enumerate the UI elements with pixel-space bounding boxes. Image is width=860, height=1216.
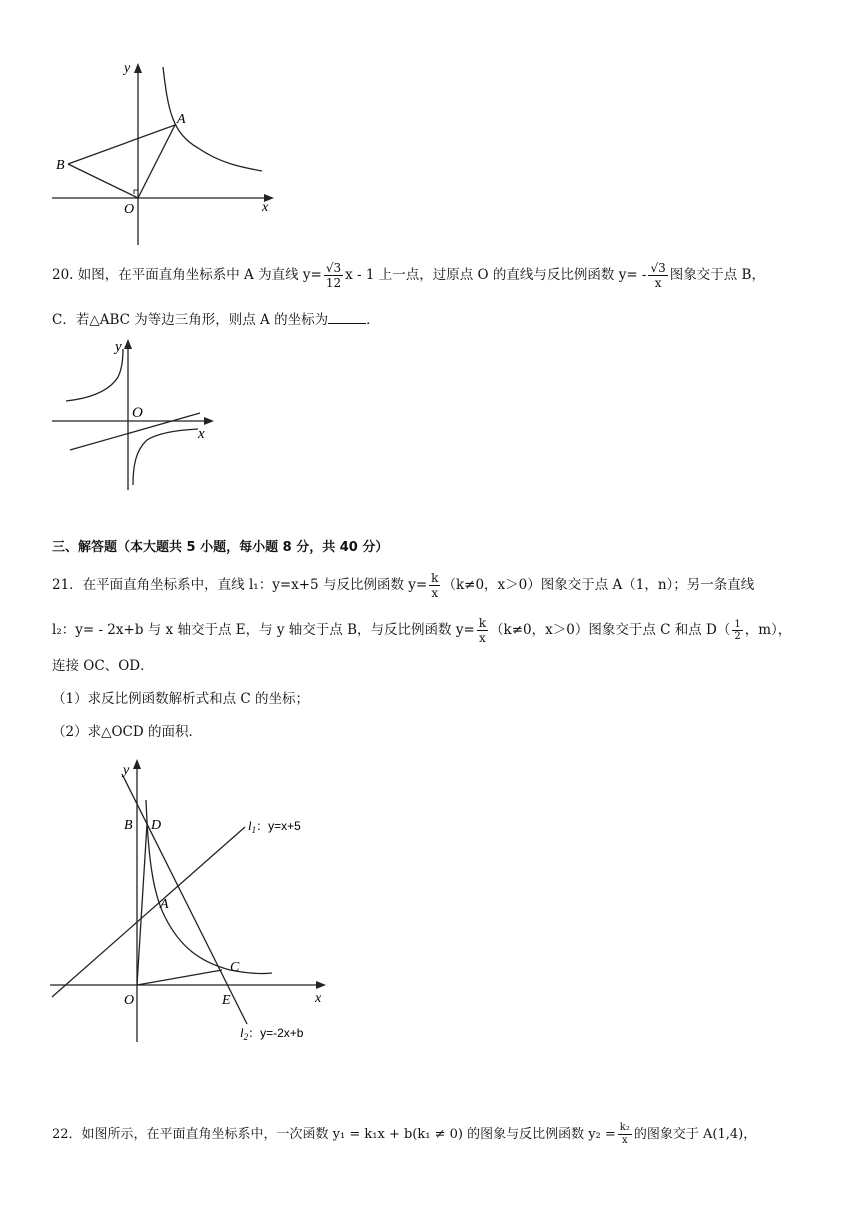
q21-text-e: ，m），: [744, 622, 792, 638]
q21-fraction-k-x: [429, 571, 440, 600]
label-y: y: [124, 61, 131, 76]
y-arrow: [134, 63, 142, 73]
hyperbola-upper-left: [66, 349, 123, 401]
q21-part2: （2）求△OCD 的面积．: [52, 724, 202, 740]
q20-text-a: 20. 如图，在平面直角坐标系中 A 为直线 y=: [52, 267, 322, 283]
q21-frac2-num: k: [478, 616, 487, 630]
label-e: E: [222, 993, 231, 1008]
q21-text-c: l₂：y= - 2x+b 与 x 轴交于点 E，与 y 轴交于点 B，与反比例函数 y=: [52, 622, 475, 638]
label-y: y: [123, 763, 130, 778]
q21-text-b: （k≠0，x＞0）图象交于点 A（1，n）；另一条直线: [442, 577, 755, 593]
figure-q21: [40, 752, 340, 1052]
figure-q20: [48, 335, 228, 495]
label-o: O: [124, 993, 135, 1008]
answer-blank[interactable]: [328, 309, 366, 324]
label-o: O: [132, 405, 143, 421]
q22-frac-den: x: [622, 1135, 628, 1146]
hyperbola-lower-right: [133, 429, 198, 485]
q20-text-b: x - 1 上一点，过原点 O 的直线与反比例函数 y= -: [345, 267, 647, 283]
q22-fraction-k2-x: [618, 1122, 632, 1147]
x-arrow: [316, 981, 326, 989]
label-a: A: [177, 112, 186, 127]
l2-eq: ：y=-2x+b: [248, 1026, 304, 1040]
l1-name: l: [248, 818, 252, 833]
y-arrow: [124, 339, 132, 349]
q22-text-b: 的图象交于 A(1,4)，: [633, 1127, 757, 1142]
section-heading: 三、解答题（本大题共 5 小题，每小题 8 分，共 40 分）: [52, 540, 389, 555]
label-b: B: [124, 818, 133, 833]
q21-fraction-half: [732, 619, 742, 642]
triangle-abo: [68, 125, 175, 198]
q20-frac2-num: √3: [650, 261, 666, 275]
q22-line1: [52, 1122, 756, 1147]
q20-fraction-sqrt3-12: [324, 261, 343, 290]
q21-frac-num: k: [431, 571, 439, 585]
label-o: O: [124, 202, 135, 217]
q21-fraction-k-x-2: [477, 616, 488, 645]
x-arrow: [204, 417, 214, 425]
q20-frac2-den: x: [654, 276, 662, 290]
q20-frac1-num: √3: [325, 261, 342, 275]
q21-line1: [52, 571, 754, 600]
q21-line2: [52, 616, 791, 645]
q21-text-a: 21．在平面直角坐标系中，直线 l₁：y=x+5 与反比例函数 y=: [52, 577, 428, 593]
q20-line2: [52, 309, 380, 330]
q20-fraction-sqrt3-x: [648, 261, 667, 290]
q21-frac2-den: x: [479, 631, 486, 645]
l1-sub: 1: [251, 825, 257, 835]
q22-frac-num: k₂: [619, 1122, 630, 1133]
label-x: x: [262, 200, 269, 215]
l2-name: l: [240, 1025, 244, 1040]
label-d: D: [151, 818, 162, 833]
label-x: x: [198, 426, 205, 442]
segment-od: [137, 824, 147, 985]
q21-line3: 连接 OC、OD．: [52, 658, 154, 674]
line-l2: [122, 774, 247, 1024]
segment-oc: [137, 970, 222, 985]
label-x: x: [315, 991, 322, 1006]
l1-eq: ：y=x+5: [256, 819, 301, 833]
q21-text-d: （k≠0，x＞0）图象交于点 C 和点 D（: [490, 622, 731, 638]
q22-text-a: 22．如图所示，在平面直角坐标系中，一次函数 y₁ = k₁x + b(k₁ ≠ 0) 的图象与反比例函数 y₂ =: [52, 1127, 616, 1142]
q21-part1: （1）求反比例函数解析式和点 C 的坐标；: [52, 691, 310, 707]
label-l2: [240, 1025, 304, 1042]
y-arrow: [133, 759, 141, 769]
l2-sub: 2: [243, 1032, 249, 1042]
label-l1: [248, 818, 301, 835]
q20-line1: [52, 261, 765, 290]
q21-frac3-num: 1: [734, 619, 741, 630]
label-a: A: [160, 897, 169, 912]
q20-text-c: 图象交于点 B，: [669, 267, 765, 283]
figure-q19: [40, 55, 290, 255]
label-b: B: [56, 158, 65, 173]
q20-text-d: C．若△ABC 为等边三角形，则点 A 的坐标为: [52, 312, 329, 328]
label-y: y: [115, 339, 122, 355]
q21-frac-den: x: [431, 586, 439, 600]
q20-text-e: ．: [366, 312, 380, 328]
label-c: C: [230, 960, 240, 975]
q21-frac3-den: 2: [734, 631, 741, 642]
q20-frac1-den: 12: [325, 276, 342, 290]
